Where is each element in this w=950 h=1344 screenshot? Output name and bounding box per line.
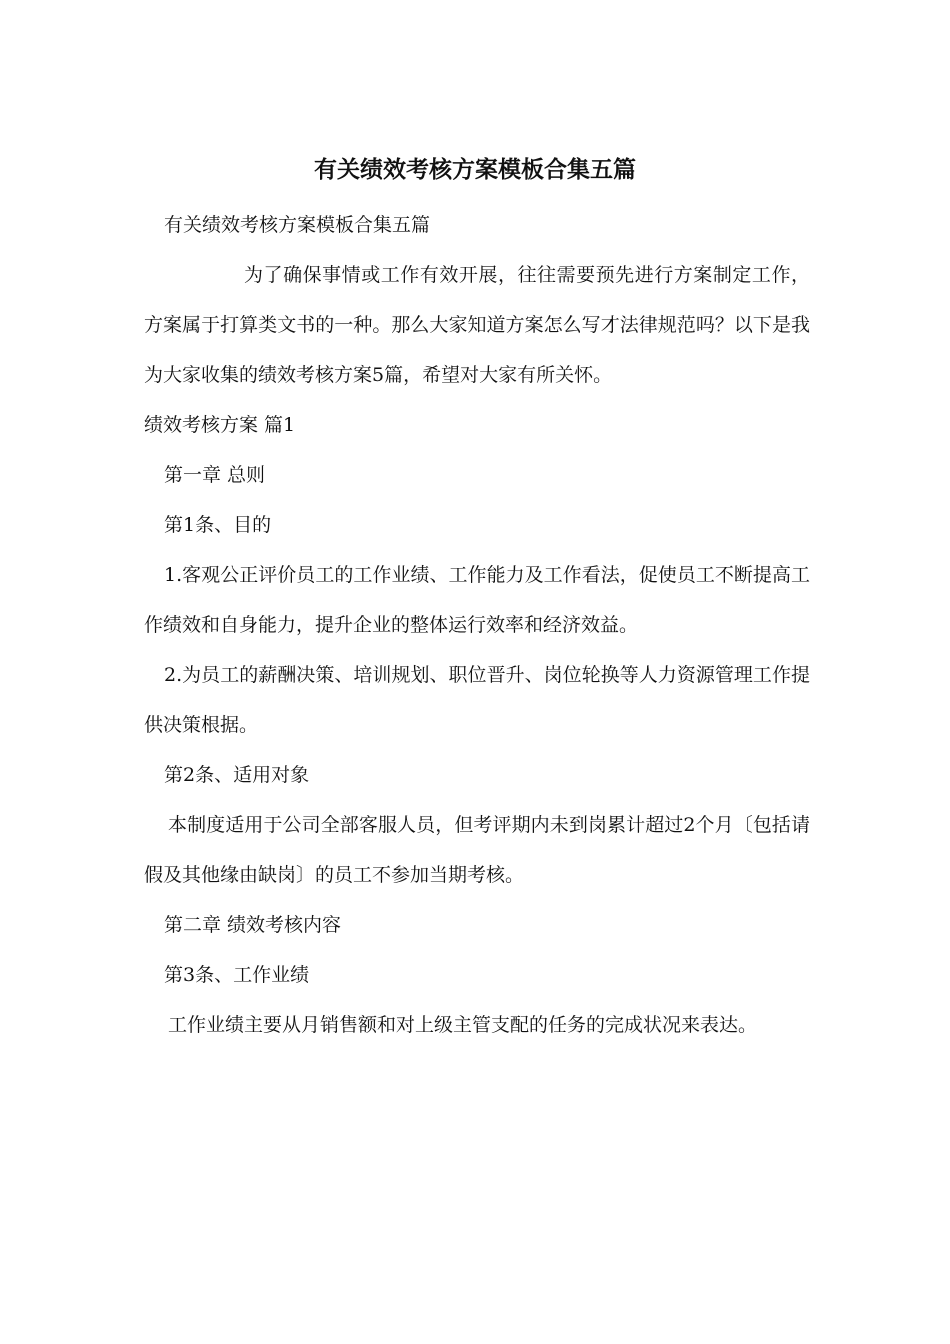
chapter-heading: 第二章 绩效考核内容	[164, 914, 342, 936]
article-heading: 第1条、目的	[164, 514, 272, 536]
body-paragraph: 工作业绩主要从月销售额和对上级主管支配的任务的完成状况来表达。	[168, 1014, 758, 1036]
list-item: 2.为员工的薪酬决策、培训规划、职位晋升、岗位轮换等人力资源管理工作提供决策根据。	[144, 664, 810, 736]
body-paragraph: 本制度适用于公司全部客服人员，但考评期内未到岗累计超过2个月〔包括请假及其他缘由缺岗〕的员工不参加当期考核。	[144, 814, 810, 886]
document-body	[144, 200, 810, 1050]
subtitle-paragraph: 有关绩效考核方案模板合集五篇	[164, 214, 431, 236]
list-item: 1.客观公正评价员工的工作业绩、工作能力及工作看法，促使员工不断提高工作绩效和自身能力，提升企业的整体运行效率和经济效益。	[144, 564, 810, 636]
intro-paragraph: 为了确保事情或工作有效开展，往往需要预先进行方案制定工作，方案属于打算类文书的一种。那么大家知道方案怎么写才法律规范吗？以下是我为大家收集的绩效考核方案5篇，希望对大家有所关怀。	[144, 264, 810, 386]
document-title: 有关绩效考核方案模板合集五篇	[314, 157, 636, 183]
section-heading: 绩效考核方案 篇1	[144, 414, 296, 436]
article-heading: 第2条、适用对象	[164, 764, 310, 786]
article-heading: 第3条、工作业绩	[164, 964, 310, 986]
chapter-heading: 第一章 总则	[164, 464, 266, 486]
